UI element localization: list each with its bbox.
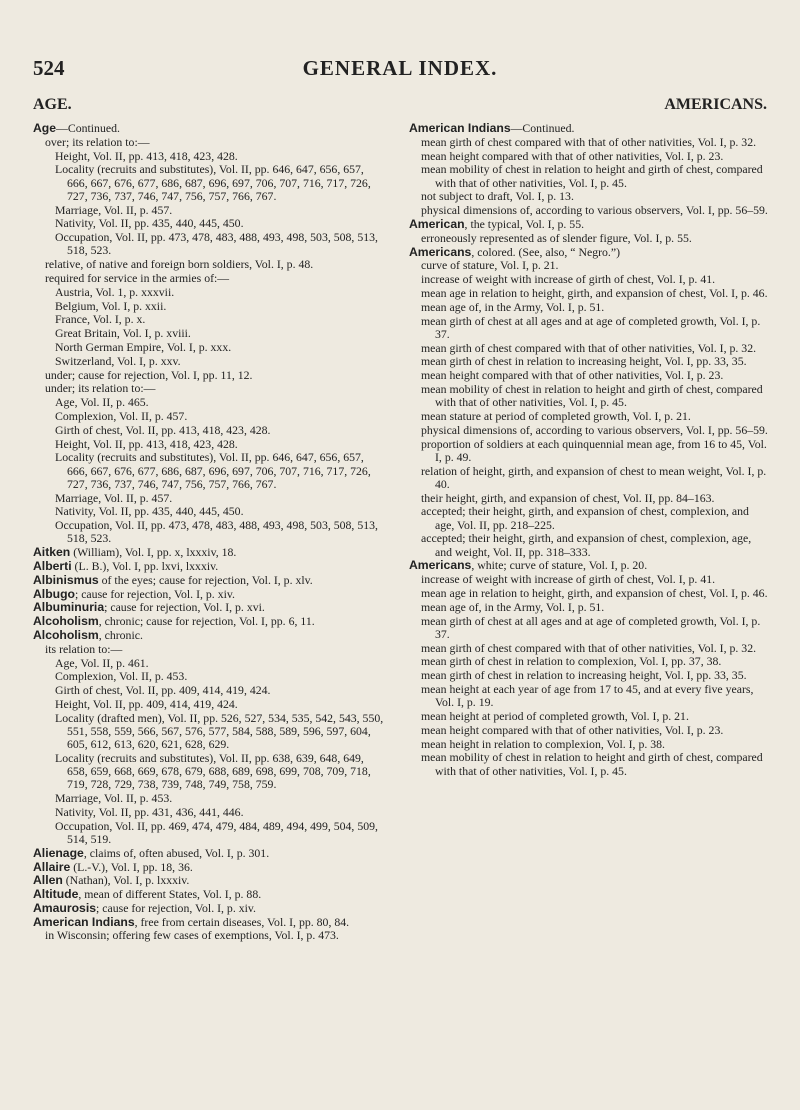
- index-subentry: [409, 136, 769, 149]
- index-subentry: [409, 355, 769, 368]
- index-subentry: [409, 232, 769, 245]
- index-subentry: [409, 738, 769, 751]
- index-subentry: [409, 204, 769, 217]
- entry-text: North German Empire, Vol. I, p. xxx.: [55, 339, 232, 354]
- entry-text: mean stature at period of completed growth, Vol. I, p. 21.: [421, 408, 691, 423]
- running-headwords: [33, 96, 767, 118]
- entry-text: Switzerland, Vol. I, p. xxv.: [55, 353, 181, 368]
- index-subentry: [33, 451, 385, 491]
- entry-text: mean girth of chest in relation to increasing height, Vol. I, pp. 33, 35.: [421, 668, 747, 683]
- index-subentry: [409, 287, 769, 300]
- index-subentry: [33, 300, 385, 313]
- entry-text: Locality (recruits and substitutes), Vol. II, pp. 646, 647, 656, 657, 666, 667, 676, 677, 686, 687, 696, 697, 706, 707, 716, 717, 726, 727, 736, 737, 746, 747, 756, 757, 766, 767.: [55, 450, 371, 491]
- entry-text: mean mobility of chest in relation to height and girth of chest, compared with that of other nativities, Vol. I, p. 45.: [421, 381, 763, 410]
- entry-text: not subject to draft, Vol. I, p. 13.: [421, 189, 574, 204]
- entry-text: Height, Vol. II, pp. 409, 414, 419, 424.: [55, 696, 238, 711]
- entry-text: ; cause for rejection, Vol. I, p. xiv.: [74, 586, 235, 601]
- entry-text: Nativity, Vol. II, pp. 435, 440, 445, 450.: [55, 216, 244, 231]
- entry-text: Locality (recruits and substitutes), Vol. II, pp. 646, 647, 656, 657, 666, 667, 676, 677, 686, 687, 696, 697, 706, 707, 716, 717, 726, 727, 736, 737, 746, 747, 756, 757, 766, 767.: [55, 162, 371, 203]
- entry-term: Americans: [409, 244, 472, 259]
- entry-text: relative, of native and foreign born soldiers, Vol. I, p. 48.: [45, 257, 314, 272]
- index-entry: [33, 874, 385, 887]
- entry-text: mean height compared with that of other nativities, Vol. I, p. 23.: [421, 722, 724, 737]
- entry-text: mean height compared with that of other nativities, Vol. I, p. 23.: [421, 148, 724, 163]
- index-entry: [33, 615, 385, 628]
- index-subentry: [33, 204, 385, 217]
- index-entry: [33, 122, 385, 135]
- index-subentry: [33, 258, 385, 271]
- index-subentry: [33, 410, 385, 423]
- index-subentry: [33, 643, 385, 656]
- index-subentry: [409, 369, 769, 382]
- index-subentry: [33, 355, 385, 368]
- index-subentry: [409, 301, 769, 314]
- entry-text: physical dimensions of, according to various observers, Vol. I, pp. 56–59.: [421, 203, 768, 218]
- index-subentry: [409, 573, 769, 586]
- index-subentry: [409, 587, 769, 600]
- entry-text: in Wisconsin; offering few cases of exemptions, Vol. I, p. 473.: [45, 928, 339, 943]
- entry-text: Complexion, Vol. II, p. 453.: [55, 669, 188, 684]
- index-entry: [33, 574, 385, 587]
- entry-text: under; cause for rejection, Vol. I, pp. 11, 12.: [45, 367, 253, 382]
- index-subentry: [409, 655, 769, 668]
- entry-text: mean height in relation to complexion, Vol. I, p. 38.: [421, 736, 665, 751]
- index-subentry: [33, 231, 385, 257]
- index-subentry: [409, 710, 769, 723]
- entry-text: Girth of chest, Vol. II, pp. 409, 414, 419, 424.: [55, 683, 271, 698]
- index-subentry: [33, 505, 385, 518]
- right-column: [409, 122, 769, 778]
- entry-text: Complexion, Vol. II, p. 457.: [55, 408, 188, 423]
- index-subentry: [409, 505, 769, 531]
- index-subentry: [409, 410, 769, 423]
- entry-text: Locality (drafted men), Vol. II, pp. 526, 527, 534, 535, 542, 543, 550, 551, 558, 559, 566, 567, 576, 577, 584, 588, 589, 596, 597, 604, 605, 612, 613, 620, 621, 628, 629.: [55, 710, 384, 752]
- entry-term: Alienage: [33, 845, 84, 860]
- index-subentry: [409, 492, 769, 505]
- entry-text: accepted; their height, girth, and expansion of chest, complexion, age, and weight, Vol. II, pp. 318–333.: [421, 531, 752, 559]
- entry-text: Marriage, Vol. II, p. 457.: [55, 490, 173, 505]
- index-subentry: [409, 315, 769, 341]
- entry-text: Age, Vol. II, p. 461.: [55, 655, 149, 670]
- entry-text: Great Britain, Vol. I, p. xviii.: [55, 326, 191, 341]
- entry-text: increase of weight with increase of girth of chest, Vol. I, p. 41.: [421, 572, 716, 587]
- entry-text: Height, Vol. II, pp. 413, 418, 423, 428.: [55, 148, 238, 163]
- entry-text: , white; curve of stature, Vol. I, p. 20.: [471, 558, 648, 573]
- index-subentry: [409, 150, 769, 163]
- index-entry: [33, 888, 385, 901]
- entry-text: (Nathan), Vol. I, p. lxxxiv.: [62, 873, 190, 888]
- index-subentry: [409, 751, 769, 777]
- index-subentry: [409, 615, 769, 641]
- index-entry: [33, 861, 385, 874]
- entry-text: mean girth of chest compared with that of other nativities, Vol. I, p. 32.: [421, 134, 757, 149]
- entry-text: mean age in relation to height, girth, and expansion of chest, Vol. I, p. 46.: [421, 585, 768, 600]
- entry-text: (L. B.), Vol. I, pp. lxvi, lxxxiv.: [71, 558, 219, 573]
- index-subentry: [409, 383, 769, 409]
- index-subentry: [33, 150, 385, 163]
- entry-text: Nativity, Vol. II, pp. 431, 436, 441, 446.: [55, 804, 244, 819]
- index-subentry: [33, 327, 385, 340]
- entry-text: (William), Vol. I, pp. x, lxxxiv, 18.: [70, 545, 237, 560]
- entry-text: increase of weight with increase of girth of chest, Vol. I, p. 41.: [421, 272, 716, 287]
- index-entry: [33, 588, 385, 601]
- index-subentry: [33, 341, 385, 354]
- entry-term: Alcoholism: [33, 614, 99, 629]
- index-subentry: [33, 217, 385, 230]
- entry-text: erroneously represented as of slender figure, Vol. I, p. 55.: [421, 230, 692, 245]
- entry-text: —Continued.: [56, 121, 120, 135]
- index-subentry: [33, 382, 385, 395]
- entry-text: , chronic.: [98, 627, 143, 642]
- entry-text: proportion of soldiers at each quinquennial mean age, from 16 to 45, Vol. I, p. 49.: [421, 436, 767, 464]
- entry-text: mean age in relation to height, girth, and expansion of chest, Vol. I, p. 46.: [421, 285, 768, 300]
- entry-text: mean age of, in the Army, Vol. I, p. 51.: [421, 299, 605, 314]
- index-entry: [33, 546, 385, 559]
- index-subentry: [33, 519, 385, 545]
- entry-text: Locality (recruits and substitutes), Vol. II, pp. 638, 639, 648, 649, 658, 659, 668, 669, 678, 679, 688, 689, 698, 699, 708, 709, 718, 719, 728, 729, 738, 739, 748, 749, 758, 759.: [55, 750, 371, 792]
- index-subentry: [409, 190, 769, 203]
- entry-text: ; cause for rejection, Vol. I, p. xvi.: [104, 600, 265, 615]
- entry-text: of the eyes; cause for rejection, Vol. I, p. xlv.: [98, 572, 313, 587]
- entry-term: American Indians: [33, 914, 135, 929]
- entry-text: physical dimensions of, according to various observers, Vol. I, pp. 56–59.: [421, 422, 768, 437]
- index-subentry: [33, 424, 385, 437]
- left-column: [33, 122, 385, 943]
- page-number: 524: [33, 56, 65, 80]
- entry-text: Nativity, Vol. II, pp. 435, 440, 445, 450.: [55, 504, 244, 519]
- entry-text: mean girth of chest at all ages and at age of completed growth, Vol. I, p. 37.: [421, 613, 761, 641]
- index-entry: [33, 629, 385, 642]
- index-subentry: [33, 272, 385, 285]
- index-entry: [409, 218, 769, 231]
- headword-left: AGE.: [33, 96, 72, 113]
- index-subentry: [33, 313, 385, 326]
- index-subentry: [33, 492, 385, 505]
- entry-term: Alberti: [33, 558, 72, 573]
- index-entry: [33, 902, 385, 915]
- entry-text: mean height compared with that of other nativities, Vol. I, p. 23.: [421, 368, 724, 383]
- entry-term: Allaire: [33, 859, 71, 874]
- index-subentry: [33, 752, 385, 792]
- entry-text: Austria, Vol. 1, p. xxxvii.: [55, 284, 175, 299]
- index-subentry: [409, 438, 769, 464]
- entry-text: mean mobility of chest in relation to height and girth of chest, compared with that of other nativities, Vol. I, p. 45.: [421, 750, 763, 778]
- index-subentry: [33, 698, 385, 711]
- index-subentry: [33, 438, 385, 451]
- entry-text: mean girth of chest at all ages and at age of completed growth, Vol. I, p. 37.: [421, 313, 761, 341]
- entry-text: Girth of chest, Vol. II, pp. 413, 418, 423, 428.: [55, 422, 271, 437]
- entry-term: Alcoholism: [33, 627, 99, 642]
- index-subentry: [33, 684, 385, 697]
- entry-text: mean girth of chest in relation to increasing height, Vol. I, pp. 33, 35.: [421, 354, 747, 369]
- entry-text: Age, Vol. II, p. 465.: [55, 395, 149, 410]
- index-subentry: [409, 424, 769, 437]
- entry-term: Amaurosis: [33, 900, 96, 915]
- entry-text: Marriage, Vol. II, p. 453.: [55, 791, 173, 806]
- entry-text: their height, girth, and expansion of chest, Vol. II, pp. 84–163.: [421, 490, 715, 505]
- entry-text: , chronic; cause for rejection, Vol. I, pp. 6, 11.: [98, 614, 315, 629]
- index-subentry: [409, 642, 769, 655]
- entry-term: American: [409, 216, 465, 231]
- entry-text: curve of stature, Vol. I, p. 21.: [421, 258, 559, 273]
- index-subentry: [409, 163, 769, 189]
- headword-right: AMERICANS.: [664, 96, 767, 113]
- index-subentry: [33, 396, 385, 409]
- entry-term: American Indians: [409, 121, 511, 135]
- index-subentry: [409, 669, 769, 682]
- index-entry: [409, 246, 769, 259]
- entry-text: Occupation, Vol. II, pp. 473, 478, 483, 488, 493, 498, 503, 508, 513, 518, 523.: [55, 518, 378, 546]
- entry-text: , claims of, often abused, Vol. I, p. 301.: [83, 845, 270, 860]
- index-subentry: [409, 532, 769, 558]
- entry-text: accepted; their height, girth, and expansion of chest, complexion, and age, Vol. II, pp. 218–225.: [421, 504, 749, 532]
- entry-text: France, Vol. I, p. x.: [55, 312, 146, 327]
- index-subentry: [409, 724, 769, 737]
- entry-term: Albugo: [33, 586, 75, 601]
- entry-term: Age: [33, 121, 57, 135]
- entry-text: over; its relation to:—: [45, 134, 150, 149]
- entry-term: Albuminuria: [33, 600, 105, 615]
- index-subentry: [33, 286, 385, 299]
- index-subentry: [33, 792, 385, 805]
- entry-term: Aitken: [33, 545, 71, 560]
- entry-text: Height, Vol. II, pp. 413, 418, 423, 428.: [55, 436, 238, 451]
- index-entry: [33, 916, 385, 929]
- entry-text: ; cause for rejection, Vol. I, p. xiv.: [96, 900, 256, 915]
- page-header: [33, 50, 767, 86]
- entry-text: Occupation, Vol. II, pp. 473, 478, 483, 488, 493, 498, 503, 508, 513, 518, 523.: [55, 230, 378, 258]
- index-entry: [33, 847, 385, 860]
- index-subentry: [33, 369, 385, 382]
- entry-text: mean age of, in the Army, Vol. I, p. 51.: [421, 599, 605, 614]
- index-subentry: [33, 657, 385, 670]
- page-title: GENERAL INDEX.: [302, 56, 498, 80]
- index-entry: [409, 122, 769, 135]
- index-subentry: [33, 670, 385, 683]
- entry-text: , mean of different States, Vol. I, p. 88.: [78, 887, 262, 902]
- entry-text: mean height at each year of age from 17 to 45, and at every five years, Vol. I, p. 19.: [421, 681, 754, 710]
- entry-text: , the typical, Vol. I, p. 55.: [464, 216, 585, 231]
- entry-text: —Continued.: [510, 121, 575, 135]
- index-subentry: [409, 259, 769, 272]
- entry-term: Allen: [33, 873, 63, 888]
- entry-text: mean height at period of completed growth, Vol. I, p. 21.: [421, 708, 689, 723]
- index-subentry: [33, 820, 385, 846]
- entry-text: mean girth of chest compared with that of other nativities, Vol. I, p. 32.: [421, 640, 757, 655]
- entry-text: under; its relation to:—: [45, 381, 156, 396]
- entry-text: relation of height, girth, and expansion of chest to mean weight, Vol. I, p. 40.: [421, 463, 767, 491]
- entry-text: mean mobility of chest in relation to height and girth of chest, compared with that of other nativities, Vol. I, p. 45.: [421, 162, 763, 190]
- index-subentry: [409, 342, 769, 355]
- index-entry: [33, 601, 385, 614]
- index-subentry: [409, 601, 769, 614]
- entry-text: , free from certain diseases, Vol. I, pp. 80, 84.: [134, 914, 350, 929]
- index-subentry: [409, 465, 769, 491]
- entry-text: Belgium, Vol. I, p. xxii.: [55, 298, 167, 313]
- entry-term: Albinismus: [33, 572, 99, 587]
- entry-text: Occupation, Vol. II, pp. 469, 474, 479, 484, 489, 494, 499, 504, 509, 514, 519.: [55, 818, 378, 846]
- entry-text: , colored. (See, also, “ Negro.”): [471, 244, 621, 259]
- index-subentry: [409, 273, 769, 286]
- index-entry: [409, 559, 769, 572]
- entry-text: Marriage, Vol. II, p. 457.: [55, 202, 173, 217]
- index-subentry: [33, 929, 385, 942]
- index-subentry: [33, 136, 385, 149]
- entry-text: mean girth of chest in relation to complexion, Vol. I, pp. 37, 38.: [421, 654, 722, 669]
- entry-term: Americans: [409, 558, 472, 573]
- entry-text: its relation to:—: [45, 641, 123, 656]
- index-subentry: [33, 806, 385, 819]
- index-subentry: [33, 712, 385, 752]
- entry-term: Altitude: [33, 887, 79, 902]
- entry-text: required for service in the armies of:—: [45, 270, 230, 285]
- index-subentry: [409, 683, 769, 709]
- index-subentry: [33, 163, 385, 203]
- entry-text: (L.-V.), Vol. I, pp. 18, 36.: [70, 859, 193, 874]
- index-entry: [33, 560, 385, 573]
- entry-text: mean girth of chest compared with that of other nativities, Vol. I, p. 32.: [421, 340, 757, 355]
